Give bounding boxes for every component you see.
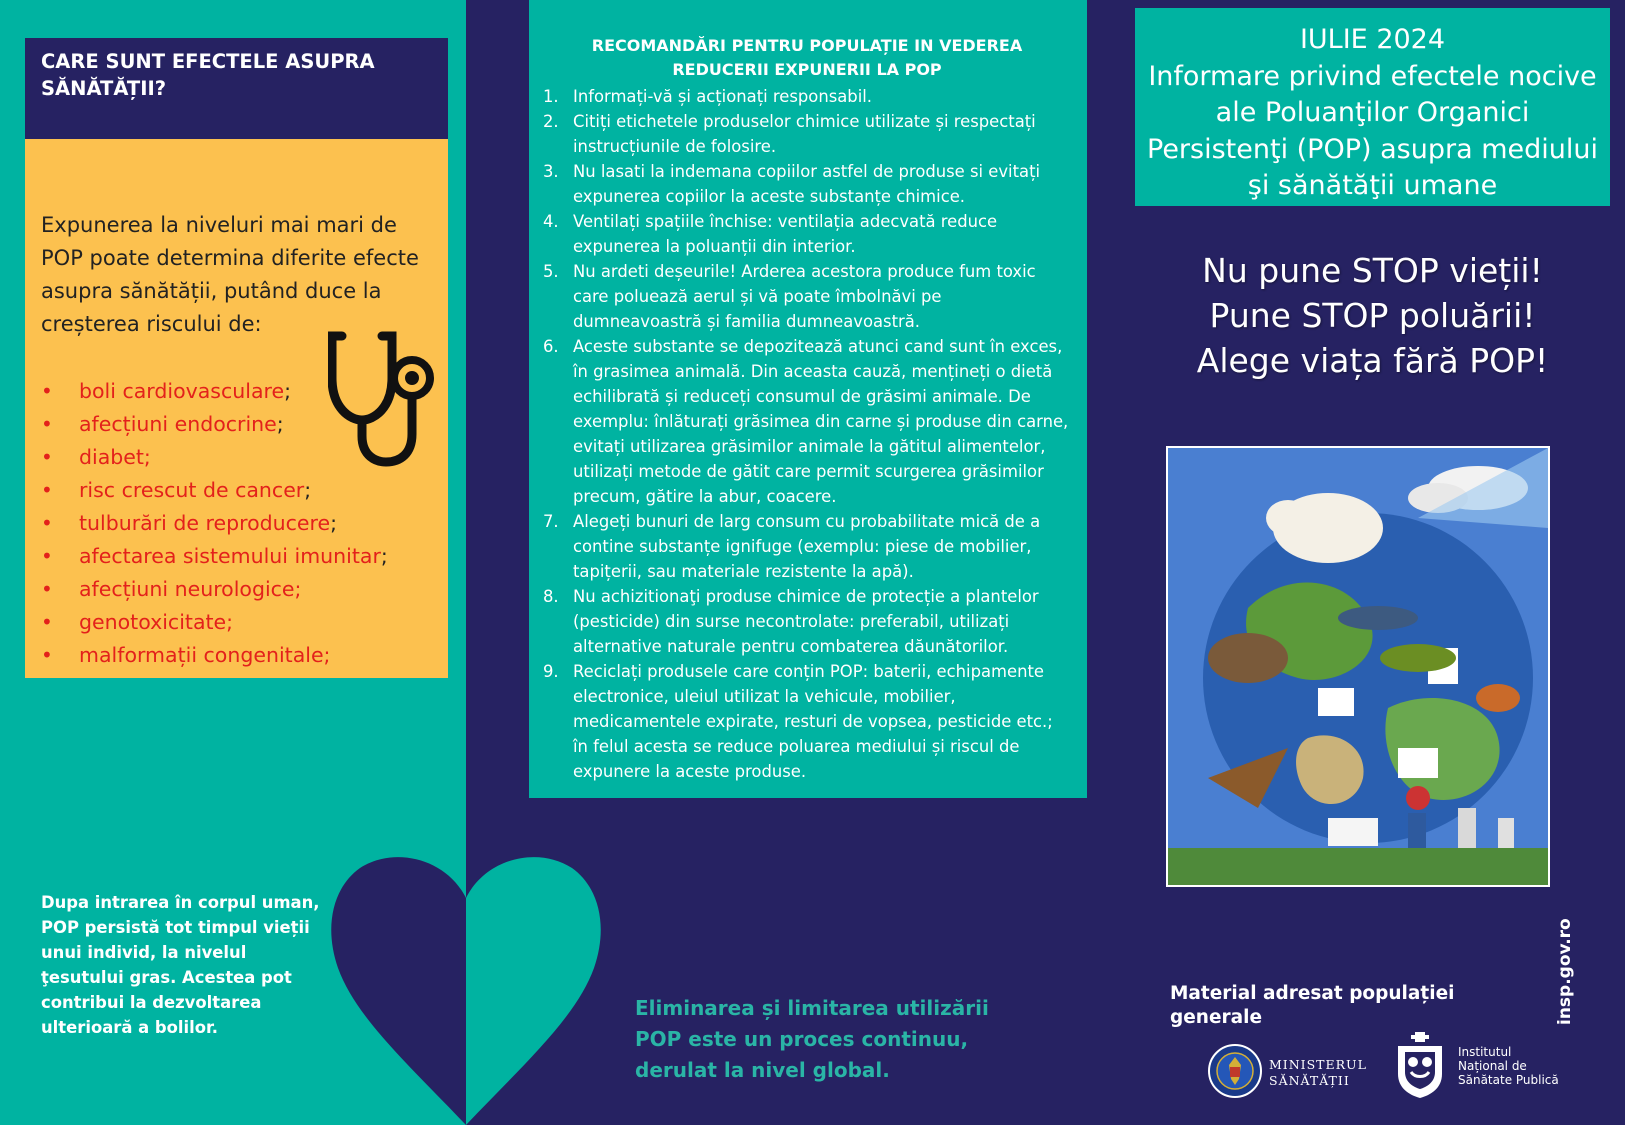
romanian-government-seal-icon xyxy=(1207,1043,1263,1099)
recommendation-item xyxy=(543,259,1071,334)
effect-term: risc crescut de cancer xyxy=(79,478,305,502)
recommendation-number: 9. xyxy=(543,662,559,681)
effect-suffix: ; xyxy=(276,412,284,436)
persistence-text: Dupa intrarea în corpul uman, POP persistă tot timpul vieții unui individ, la nivelul ţesutului gras. Acestea pot contribui la dezvoltarea ulterioară a bolilor. xyxy=(41,893,320,1037)
earth-wildlife-illustration xyxy=(1166,446,1550,887)
recommendation-item xyxy=(543,509,1071,584)
effects-list-item xyxy=(41,540,432,573)
insp-line: Institutul xyxy=(1458,1045,1512,1059)
effect-term: afecțiuni endocrine xyxy=(79,412,277,436)
effect-term: afectarea sistemului imunitar xyxy=(79,544,381,568)
stethoscope-icon xyxy=(328,328,438,468)
recommendation-text: Alegeți bunuri de larg consum cu probabilitate mică de a contine substanțe ignifuge (exemplu: piese de mobilier, tapițerii, sau materiale rezistente la apă). xyxy=(573,512,1041,581)
effect-suffix: ; xyxy=(380,544,388,568)
document-title: Informare privind efectele nocive ale Poluanţilor Organici Persistenţi (POP) asupra mediului şi sănătăţii umane xyxy=(1147,60,1598,201)
recommendation-number: 7. xyxy=(543,512,559,531)
recommendation-text: Nu achizitionaţi produse chimice de protecție a plantelor (pesticide) din surse necontrolate: preferabil, utilizați alternative naturale pentru combaterea dăunătorilor. xyxy=(573,587,1039,656)
effects-list-item xyxy=(41,507,432,540)
effects-list-item xyxy=(41,573,432,606)
recommendation-number: 4. xyxy=(543,212,559,231)
ministry-name xyxy=(1269,1057,1367,1089)
effect-term: afecțiuni neurologice; xyxy=(79,577,302,601)
effect-suffix: ; xyxy=(284,379,292,403)
effect-term: diabet; xyxy=(79,445,151,469)
recommendation-item xyxy=(543,109,1071,159)
effect-term: tulburări de reproducere xyxy=(79,511,331,535)
recommendation-item xyxy=(543,209,1071,259)
recommendation-text: Reciclați produsele care conțin POP: baterii, echipamente electronice, uleiul utilizat la vehicule, mobilier, medicamentele expirate, resturi de vopsea, pesticide etc.; în felul acesta se reduce poluarea mediului și riscul de expunere la aceste produse. xyxy=(573,662,1053,781)
effect-term: genotoxicitate; xyxy=(79,610,234,634)
effects-list-item xyxy=(41,474,432,507)
recommendation-item xyxy=(543,334,1071,509)
recommendation-number: 1. xyxy=(543,87,559,106)
website-link[interactable]: insp.gov.ro xyxy=(1555,918,1575,1025)
audience-text: Material adresat populației generale xyxy=(1170,983,1455,1028)
ministry-line: MINISTERUL xyxy=(1269,1057,1367,1072)
recommendation-text: Citiți etichetele produselor chimice utilizate și respectați instrucțiunile de folosire. xyxy=(573,112,1036,156)
heart-icon xyxy=(330,848,602,1125)
recommendations-list xyxy=(543,84,1071,784)
effects-intro: Expunerea la niveluri mai mari de POP poate determina diferite efecte asupra sănătății, putând duce la creșterea riscului de: xyxy=(41,213,419,336)
effect-suffix: ; xyxy=(330,511,338,535)
effects-heading: CARE SUNT EFECTELE ASUPRA SĂNĂTĂȚII? xyxy=(25,38,448,139)
insp-line: Național de xyxy=(1458,1059,1527,1073)
recommendation-number: 5. xyxy=(543,262,559,281)
insp-shield-logo-icon xyxy=(1395,1032,1445,1099)
effects-list-item xyxy=(41,606,432,639)
recommendation-number: 3. xyxy=(543,162,559,181)
recommendations-title: RECOMANDĂRI PENTRU POPULAȚIE IN VEDEREA REDUCERII EXPUNERII LA POP xyxy=(591,36,1023,79)
recommendation-text: Nu lasati la indemana copiilor astfel de produse si evitați expunerea copiilor la aceste substanțe chimice. xyxy=(573,162,1041,206)
slogan-line: Pune STOP poluării! xyxy=(1209,296,1536,335)
recommendation-number: 8. xyxy=(543,587,559,606)
recommendation-number: 2. xyxy=(543,112,559,131)
title-box xyxy=(1135,8,1610,206)
insp-name xyxy=(1458,1045,1559,1087)
recommendation-text: Aceste substante se depozitează atunci cand sunt în exces, în grasimea animală. Din aceasta cauză, mențineți o dietă echilibrată și reduceți consumul de grăsimi animale. De exemplu: înlăturați grăsimea din carne și produse din carne, evitați utilizarea grăsimilor animale la gătitul alimentelor, utilizați metode de gătit care permit scurgerea grăsimilor precum, gătire la abur, coacere. xyxy=(573,337,1069,506)
effect-suffix: ; xyxy=(304,478,312,502)
elimination-text: Eliminarea și limitarea utilizării POP este un proces continuu, derulat la nivel global. xyxy=(635,996,989,1082)
effects-list-item xyxy=(41,639,432,672)
recommendation-text: Ventilați spațiile închise: ventilația adecvată reduce expunerea la poluanții din interior. xyxy=(573,212,998,256)
effect-term: malformații congenitale; xyxy=(79,643,331,667)
insp-line: Sănătate Publică xyxy=(1458,1073,1559,1087)
recommendation-item xyxy=(543,659,1071,784)
slogan-line: Nu pune STOP vieții! xyxy=(1202,251,1543,290)
date-label: IULIE 2024 xyxy=(1299,24,1446,55)
effect-term: boli cardiovasculare xyxy=(79,379,285,403)
slogan xyxy=(1135,248,1610,383)
recommendation-item xyxy=(543,84,1071,109)
recommendation-number: 6. xyxy=(543,337,559,356)
recommendation-item xyxy=(543,584,1071,659)
ministry-line: SĂNĂTĂȚII xyxy=(1269,1073,1350,1088)
slogan-line: Alege viața fără POP! xyxy=(1196,341,1549,380)
recommendation-text: Nu ardeti deșeurile! Arderea acestora produce fum toxic care poluează aerul și vă poate îmbolnăvi pe dumneavoastră și familia dumneavoastră. xyxy=(573,262,1036,331)
recommendation-item xyxy=(543,159,1071,209)
recommendations-box xyxy=(529,0,1087,798)
recommendation-text: Informați-vă și acționați responsabil. xyxy=(573,87,873,106)
